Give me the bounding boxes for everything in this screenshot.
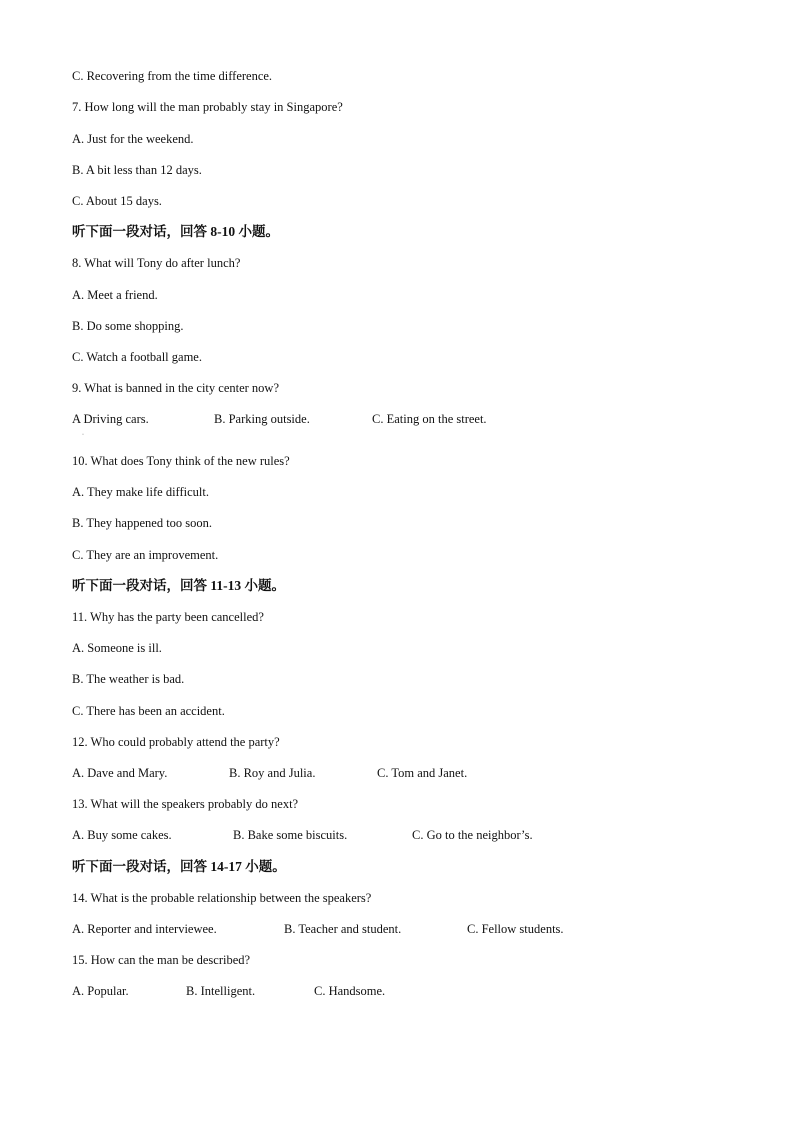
option-12c: C. Tom and Janet. [377,766,468,780]
option-9a: A Driving cars. [72,412,149,426]
question-8: 8. What will Tony do after lunch? [72,256,241,270]
option-7c: C. About 15 days. [72,194,162,208]
option-8b: B. Do some shopping. [72,319,184,333]
option-14a: A. Reporter and interviewee. [72,922,217,936]
option-13b: B. Bake some biscuits. [233,828,348,842]
options-12 [72,765,672,781]
section-heading-11-13: 听下面一段对话，回答 11-13 小题。 [72,578,286,593]
option-11c: C. There has been an accident. [72,704,225,718]
question-10: 10. What does Tony think of the new rules? [72,454,290,468]
question-11: 11. Why has the party been cancelled? [72,610,264,624]
question-7: 7. How long will the man probably stay in Singapore? [72,100,343,114]
option-10b: B. They happened too soon. [72,516,213,530]
option-15b: B. Intelligent. [186,984,256,998]
question-9: 9. What is banned in the city center now? [72,381,279,395]
question-14: 14. What is the probable relationship between the speakers? [72,891,372,905]
option-14b: B. Teacher and student. [284,922,402,936]
option-12b: B. Roy and Julia. [229,766,316,780]
option-8c: C. Watch a football game. [72,350,202,364]
option-14c: C. Fellow students. [467,922,564,936]
question-12: 12. Who could probably attend the party? [72,735,280,749]
option-11b: B. The weather is bad. [72,672,185,686]
option-9c: C. Eating on the street. [372,412,487,426]
option-11a: A. Someone is ill. [72,641,162,655]
option-6c: C. Recovering from the time difference. [72,69,273,83]
question-15: 15. How can the man be described? [72,953,251,967]
option-13c: C. Go to the neighbor’s. [412,828,533,842]
option-7b: B. A bit less than 12 days. [72,163,202,177]
option-9b: B. Parking outside. [214,412,310,426]
question-13: 13. What will the speakers probably do next? [72,797,299,811]
option-15c: C. Handsome. [314,984,386,998]
option-15a: A. Popular. [72,984,129,998]
options-13 [72,827,672,843]
option-12a: A. Dave and Mary. [72,766,168,780]
option-10c: C. They are an improvement. [72,548,219,562]
option-8a: A. Meet a friend. [72,288,158,302]
options-15 [72,983,672,999]
section-heading-14-17: 听下面一段对话，回答 14-17 小题。 [72,859,286,874]
option-13a: A. Buy some cakes. [72,828,172,842]
option-7a: A. Just for the weekend. [72,132,194,146]
stray-dot: · [82,432,84,438]
options-9 [72,411,672,427]
options-14 [72,921,692,937]
option-10a: A. They make life difficult. [72,485,209,499]
section-heading-8-10: 听下面一段对话，回答 8-10 小题。 [72,224,279,239]
